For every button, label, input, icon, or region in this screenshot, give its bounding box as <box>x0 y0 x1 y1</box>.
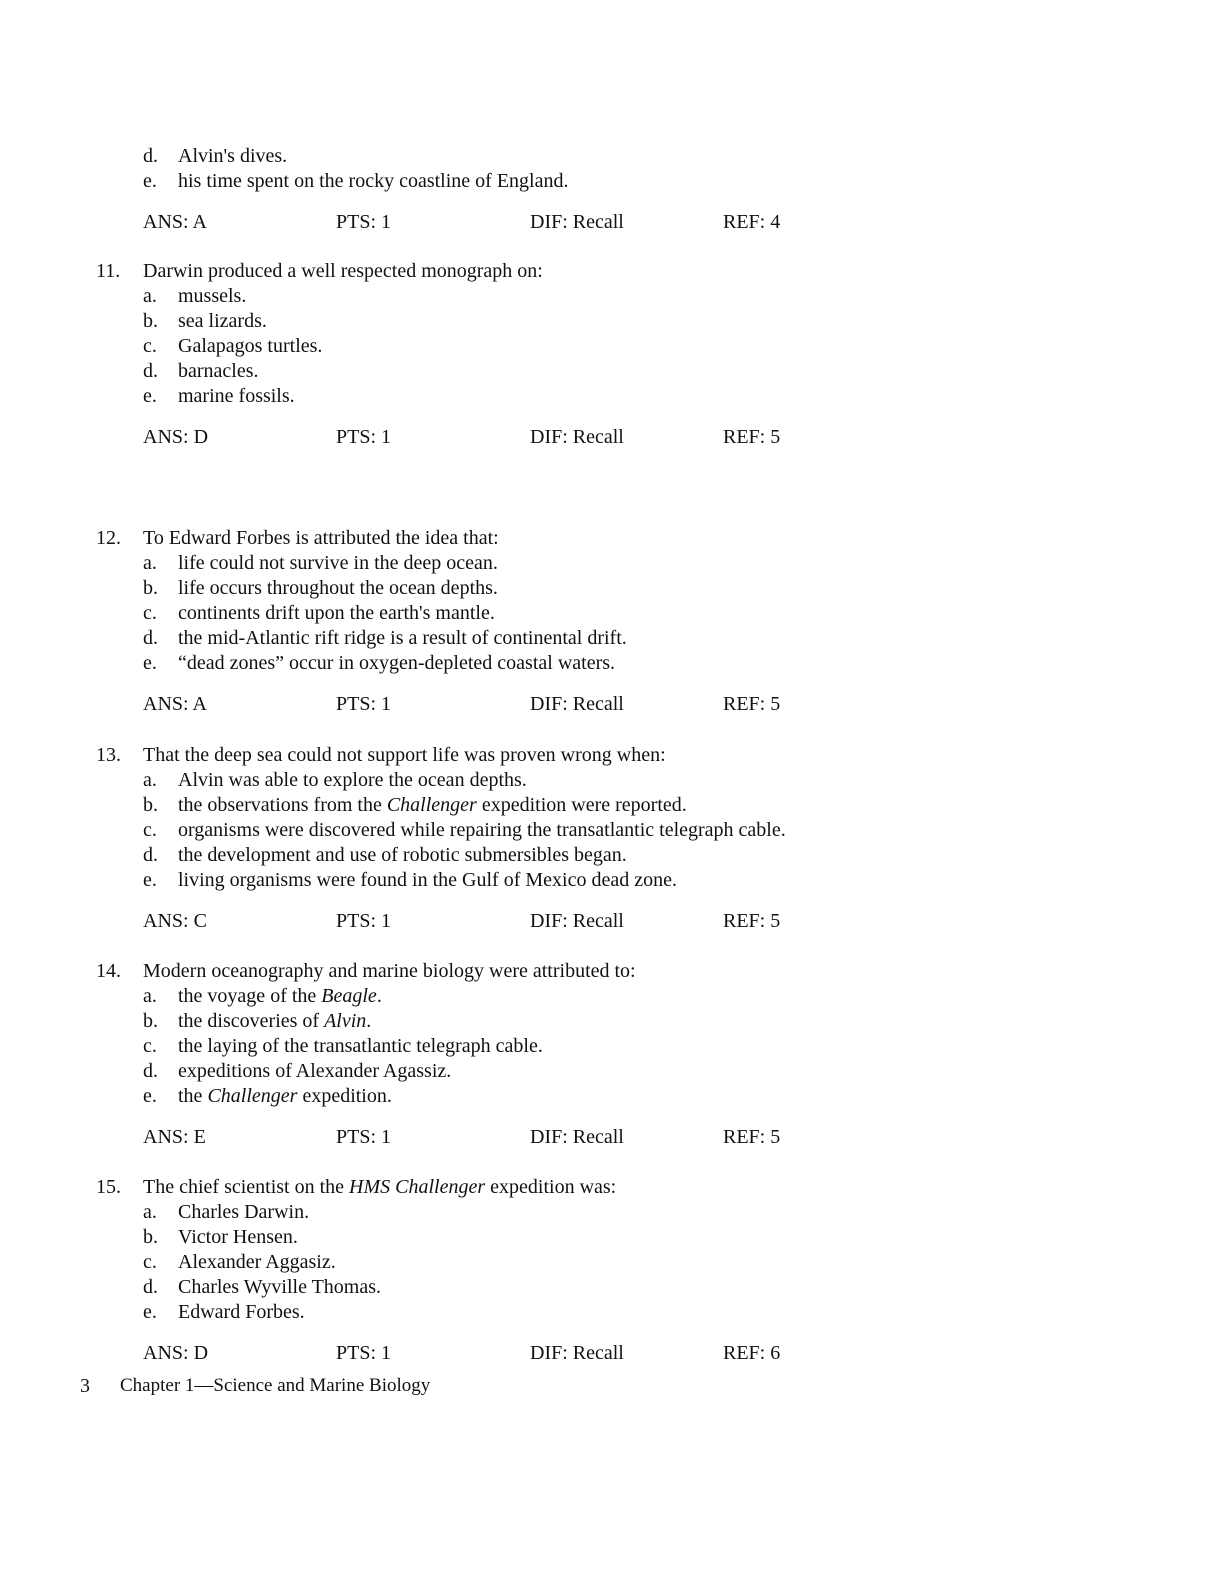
italic-text: Challenger <box>386 794 477 816</box>
option-text <box>178 984 382 1008</box>
text-segment: Modern oceanography and marine biology were attributed to: <box>143 960 636 982</box>
option-letter: a. <box>143 1201 157 1223</box>
option-letter: d. <box>143 627 158 649</box>
text-segment: life occurs throughout the ocean depths. <box>178 577 498 599</box>
difficulty: DIF: Recall <box>530 910 624 932</box>
option-text <box>178 1034 543 1058</box>
answer-row <box>0 1125 1224 1149</box>
option-text <box>178 334 322 358</box>
question-number: 14. <box>96 960 121 982</box>
text-segment: That the deep sea could not support life was proven wrong when: <box>143 744 666 766</box>
question-number: 15. <box>96 1176 121 1198</box>
option-letter: a. <box>143 985 157 1007</box>
italic-text: HMS Challenger <box>349 1176 486 1198</box>
text-segment: expedition. <box>297 1085 392 1107</box>
option-letter: d. <box>143 145 158 167</box>
option-letter: b. <box>143 1226 158 1248</box>
option-text <box>178 626 627 650</box>
option-letter: c. <box>143 335 157 357</box>
question-text <box>143 1175 616 1199</box>
text-segment: Victor Hensen. <box>178 1226 298 1248</box>
reference: REF: 5 <box>723 910 781 932</box>
option-letter: c. <box>143 819 157 841</box>
option-letter: e. <box>143 1085 157 1107</box>
answer-key: ANS: D <box>143 426 209 448</box>
text-segment: Edward Forbes. <box>178 1301 305 1323</box>
answer-row <box>0 210 1224 234</box>
text-segment: expedition was: <box>485 1176 617 1198</box>
answer-row <box>0 425 1224 449</box>
answer-key: ANS: E <box>143 1126 206 1148</box>
option-text <box>178 601 495 625</box>
question-number: 12. <box>96 527 121 549</box>
text-segment: To Edward Forbes is attributed the idea that: <box>143 527 499 549</box>
option-letter: d. <box>143 1060 158 1082</box>
text-segment: the observations from the <box>178 794 387 816</box>
option-text <box>178 284 246 308</box>
reference: REF: 5 <box>723 1126 781 1148</box>
option-text: his time spent on the rocky coastline of England. <box>178 170 569 192</box>
points: PTS: 1 <box>336 910 392 932</box>
option-text <box>178 576 498 600</box>
reference: REF: 4 <box>723 211 781 233</box>
points: PTS: 1 <box>336 693 392 715</box>
option-letter: a. <box>143 769 157 791</box>
option-letter: e. <box>143 385 157 407</box>
text-segment: sea lizards. <box>178 310 267 332</box>
points: PTS: 1 <box>336 1126 392 1148</box>
text-segment: Charles Darwin. <box>178 1201 310 1223</box>
answer-key: ANS: A <box>143 211 207 233</box>
italic-text: Challenger <box>207 1085 298 1107</box>
page-number: 3 <box>80 1375 90 1397</box>
text-segment: barnacles. <box>178 360 259 382</box>
question-text <box>143 259 543 283</box>
text-segment: Darwin produced a well respected monograph on: <box>143 260 543 282</box>
option-letter: a. <box>143 285 157 307</box>
option-letter: b. <box>143 794 158 816</box>
option-letter: d. <box>143 360 158 382</box>
text-segment: The chief scientist on the <box>143 1176 350 1198</box>
text-segment: “dead zones” occur in oxygen-depleted coastal waters. <box>178 652 616 674</box>
text-segment: . <box>366 1010 372 1032</box>
reference: REF: 5 <box>723 693 781 715</box>
difficulty: DIF: Recall <box>530 693 624 715</box>
text-segment: the discoveries of <box>178 1010 325 1032</box>
option-text <box>178 793 687 817</box>
question-text <box>143 959 636 983</box>
text-segment: the <box>178 1085 208 1107</box>
option-text <box>178 551 498 575</box>
reference: REF: 5 <box>723 426 781 448</box>
text-segment: expedition were reported. <box>476 794 687 816</box>
text-segment: life could not survive in the deep ocean. <box>178 552 498 574</box>
option-letter: e. <box>143 869 157 891</box>
option-text: Alvin's dives. <box>178 145 288 167</box>
question-text <box>143 743 666 767</box>
answer-row <box>0 692 1224 716</box>
option-letter: a. <box>143 552 157 574</box>
option-text <box>178 651 615 675</box>
difficulty: DIF: Recall <box>530 1126 624 1148</box>
text-segment: marine fossils. <box>178 385 295 407</box>
option-text <box>178 1250 336 1274</box>
points: PTS: 1 <box>336 1342 392 1364</box>
option-letter: e. <box>143 652 157 674</box>
answer-key: ANS: D <box>143 1342 209 1364</box>
text-segment: Alvin was able to explore the ocean depths. <box>178 769 527 791</box>
option-text <box>178 843 627 867</box>
option-letter: e. <box>143 1301 157 1323</box>
answer-key: ANS: A <box>143 693 207 715</box>
answer-key: ANS: C <box>143 910 207 932</box>
reference: REF: 6 <box>723 1342 781 1364</box>
option-text <box>178 1275 381 1299</box>
question-number: 11. <box>96 260 121 282</box>
text-segment: the development and use of robotic submersibles began. <box>178 844 627 866</box>
difficulty: DIF: Recall <box>530 1342 624 1364</box>
option-letter: b. <box>143 310 158 332</box>
option-text <box>178 359 259 383</box>
text-segment: Charles Wyville Thomas. <box>178 1276 382 1298</box>
option-text <box>178 1200 309 1224</box>
question-number: 13. <box>96 744 121 766</box>
option-text <box>178 1300 305 1324</box>
points: PTS: 1 <box>336 426 392 448</box>
text-segment: Alexander Aggasiz. <box>178 1251 336 1273</box>
option-letter: c. <box>143 1251 157 1273</box>
option-text <box>178 384 295 408</box>
option-letter: e. <box>143 170 157 192</box>
question-text <box>143 526 499 550</box>
text-segment: continents drift upon the earth's mantle. <box>178 602 495 624</box>
option-text <box>178 1084 392 1108</box>
text-segment: the voyage of the <box>178 985 322 1007</box>
option-text <box>178 818 786 842</box>
answer-row <box>0 1341 1224 1365</box>
text-segment: expeditions of Alexander Agassiz. <box>178 1060 452 1082</box>
option-letter: d. <box>143 844 158 866</box>
option-letter: d. <box>143 1276 158 1298</box>
option-text <box>178 1009 371 1033</box>
text-segment: living organisms were found in the Gulf of Mexico dead zone. <box>178 869 677 891</box>
difficulty: DIF: Recall <box>530 426 624 448</box>
difficulty: DIF: Recall <box>530 211 624 233</box>
italic-text: Beagle <box>321 985 377 1007</box>
option-letter: b. <box>143 577 158 599</box>
points: PTS: 1 <box>336 211 392 233</box>
text-segment: the mid-Atlantic rift ridge is a result of continental drift. <box>178 627 627 649</box>
option-text <box>178 868 677 892</box>
text-segment: mussels. <box>178 285 247 307</box>
text-segment: . <box>376 985 382 1007</box>
option-text <box>178 309 267 333</box>
option-letter: c. <box>143 602 157 624</box>
text-segment: organisms were discovered while repairing the transatlantic telegraph cable. <box>178 819 786 841</box>
option-text <box>178 1059 451 1083</box>
text-segment: Galapagos turtles. <box>178 335 323 357</box>
italic-text: Alvin <box>324 1010 367 1032</box>
text-segment: the laying of the transatlantic telegraph cable. <box>178 1035 543 1057</box>
chapter-title: Chapter 1—Science and Marine Biology <box>120 1375 431 1396</box>
option-letter: b. <box>143 1010 158 1032</box>
option-letter: c. <box>143 1035 157 1057</box>
option-text <box>178 768 527 792</box>
answer-row <box>0 909 1224 933</box>
option-text <box>178 1225 298 1249</box>
